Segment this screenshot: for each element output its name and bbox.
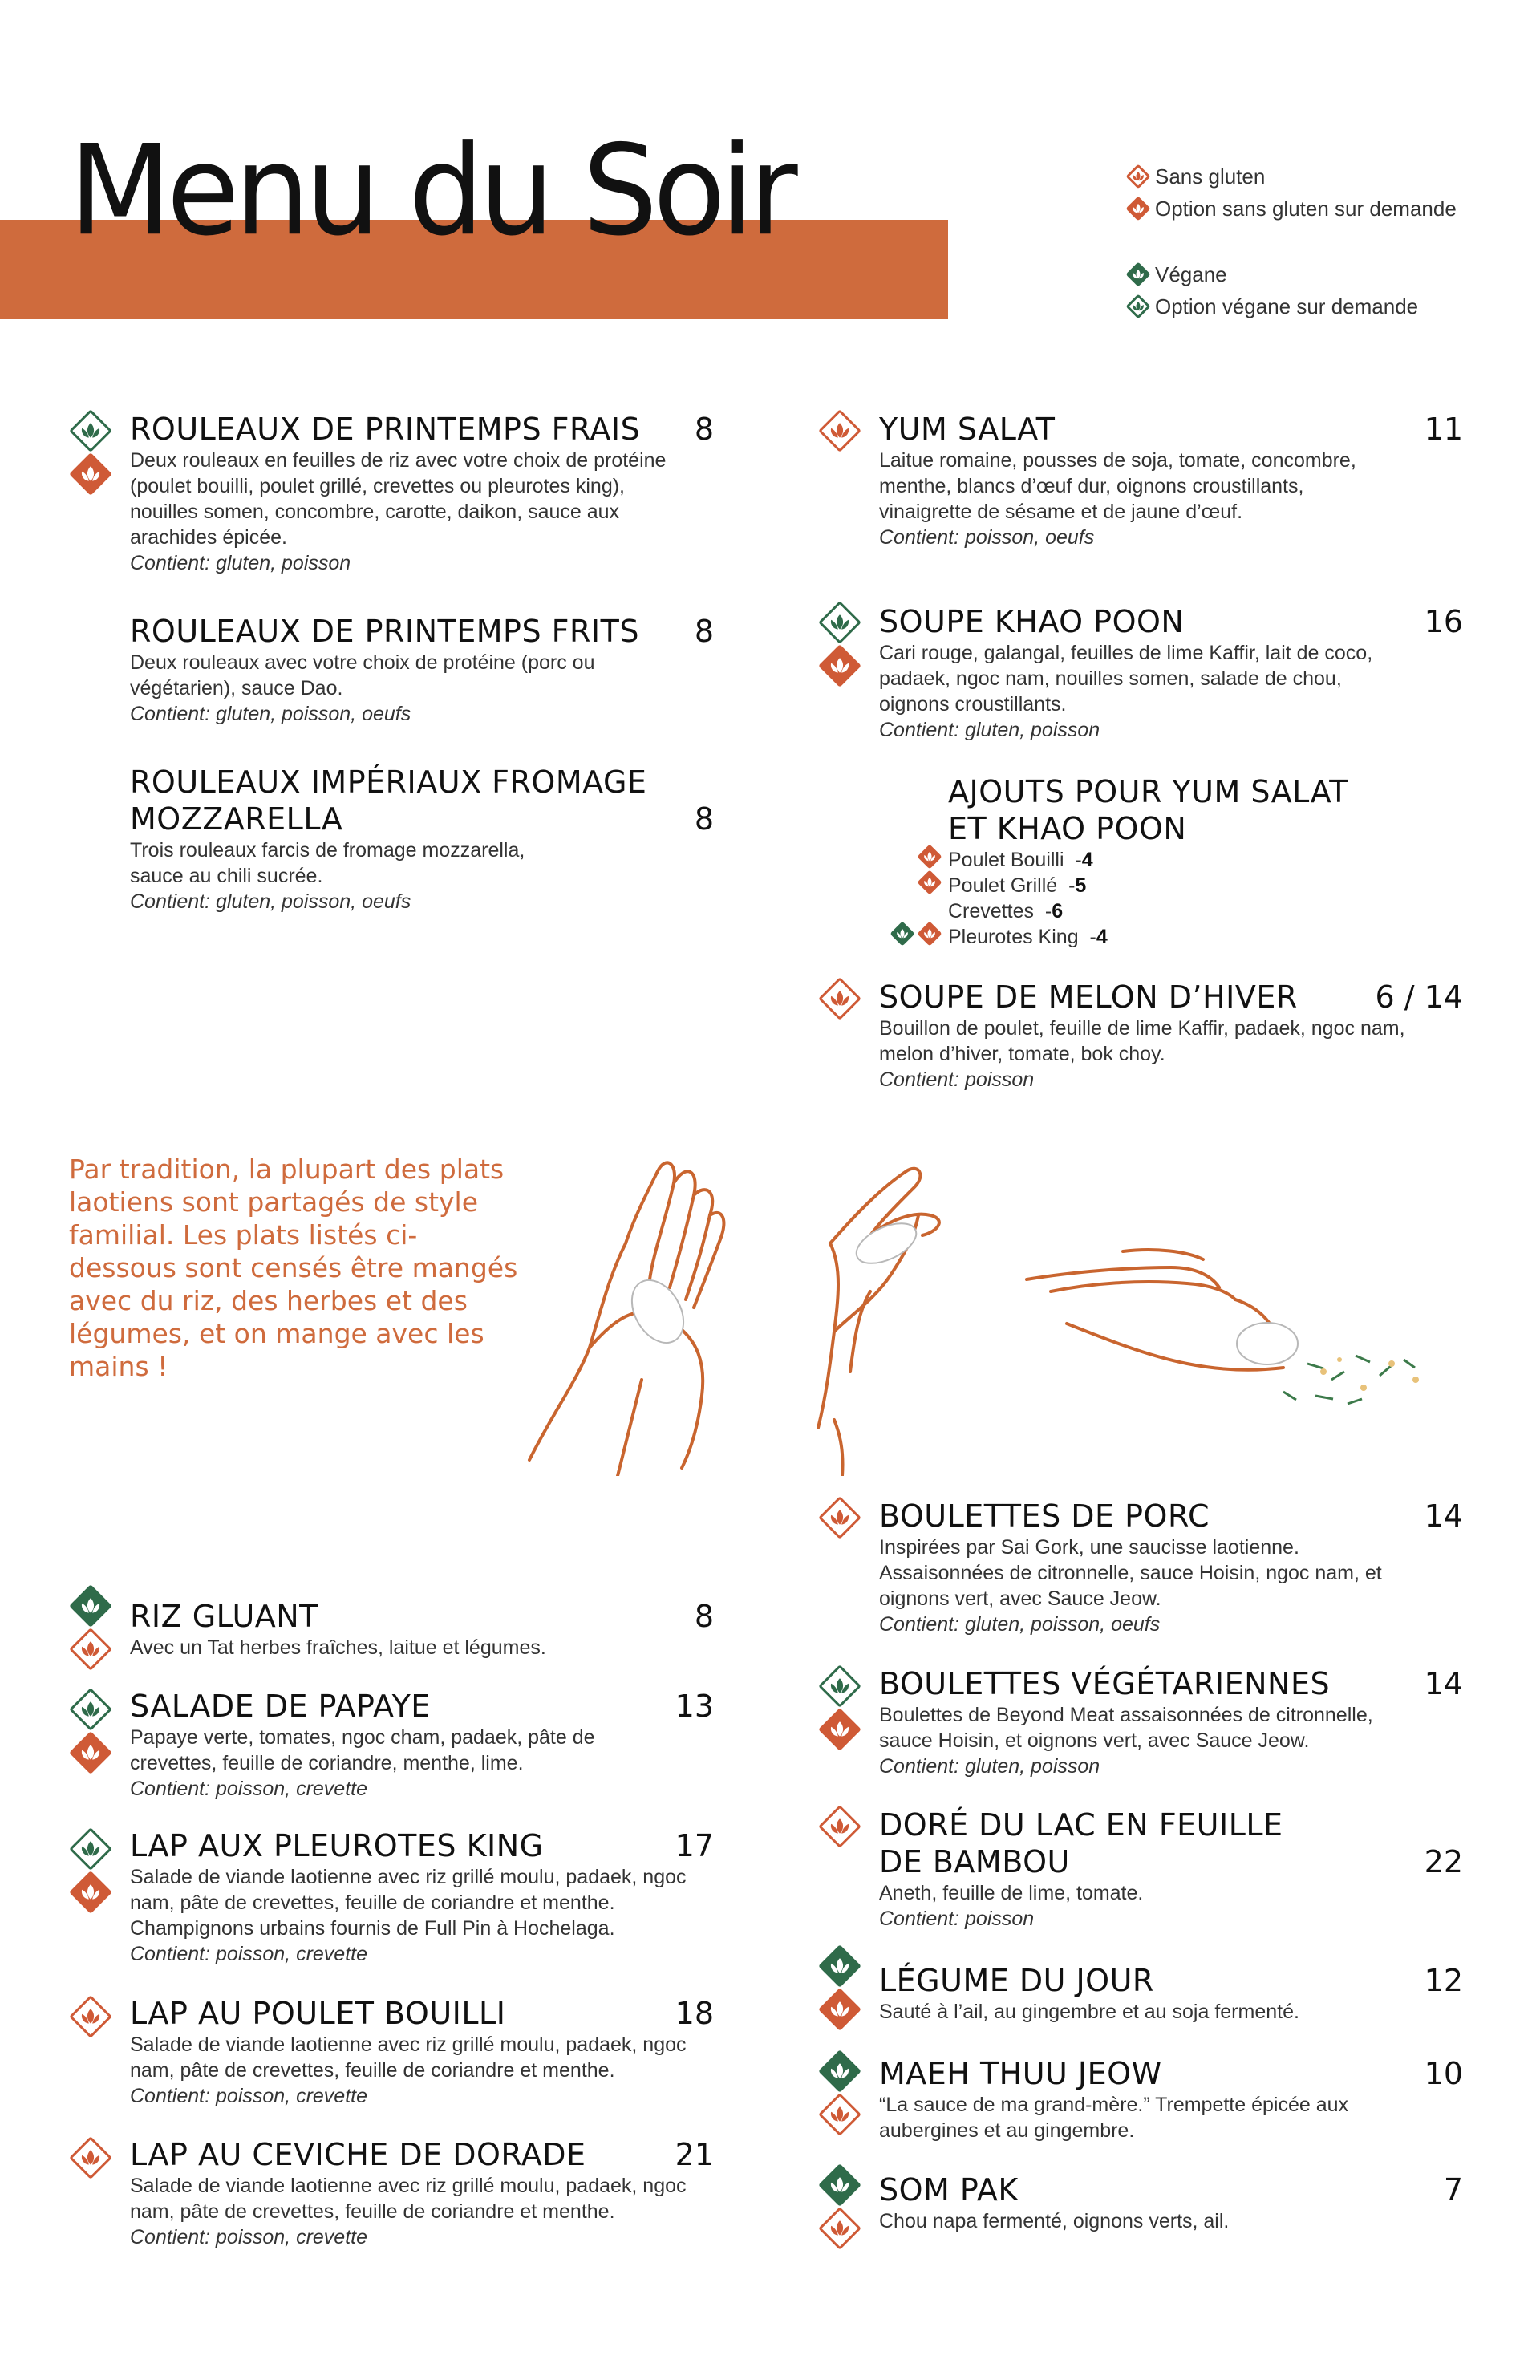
- addons-title: AJOUTS POUR YUM SALAT ET KHAO POON: [948, 774, 1348, 846]
- gluten-free-icon: [75, 2143, 106, 2173]
- menu-item: ROULEAUX IMPÉRIAUX FROMAGE MOZZARELLA 8 Trois rouleaux farcis de fromage mozzarella, sauce au chili sucrée. Contient: gluten, poisson, oeufs: [130, 764, 714, 913]
- gluten-free-option-icon: [921, 848, 938, 866]
- vegan-icon: [825, 2056, 855, 2086]
- gluten-free-option-icon: [75, 459, 106, 489]
- gluten-free-icon: [75, 2001, 106, 2032]
- vegan-option-icon: [75, 1694, 106, 1725]
- menu-item: SOUPE DE MELON D’HIVER 6 / 14 Bouillon de poulet, feuille de lime Kaffir, padaek, ngoc nam, melon d’hiver, tomate, bok choy. Contient: poisson: [879, 979, 1463, 1091]
- addon-item: Poulet Grillé - 5: [948, 874, 1087, 897]
- gluten-free-option-icon: [1129, 200, 1147, 217]
- menu-item: ROULEAUX DE PRINTEMPS FRITS 8 Deux rouleaux avec votre choix de protéine (porc ou végétarien), sauce Dao. Contient: gluten, poisson, oeufs: [130, 614, 714, 725]
- menu-item: SOM PAK 7 Chou napa fermenté, oignons verts, ail.: [879, 2172, 1463, 2232]
- page-title: Menu du Soir: [69, 118, 793, 263]
- gluten-free-option-icon: [825, 1994, 855, 2025]
- gluten-free-icon: [825, 2213, 855, 2244]
- vegan-icon: [1129, 266, 1147, 283]
- menu-item: SALADE DE PAPAYE 13 Papaye verte, tomates, ngoc cham, padaek, pâte de crevettes, feuille de coriandre, menthe, lime. Contient: poisson, crevette: [130, 1689, 714, 1800]
- gluten-free-icon: [75, 1634, 106, 1664]
- menu-item: SOUPE KHAO POON 16 Cari rouge, galangal, feuilles de lime Kaffir, lait de coco, padaek, ngoc nam, nouilles somen, salade de chou, oignons croustillants. Contient: gluten, poisson: [879, 604, 1463, 741]
- vegan-icon: [75, 1591, 106, 1621]
- menu-item: BOULETTES VÉGÉTARIENNES 14 Boulettes de Beyond Meat assaisonnées de citronnelle, sauce Hoisin, et oignons vert, avec Sauce Jeow. Contient: gluten, poisson: [879, 1666, 1463, 1778]
- addon-item: Pleurotes King - 4: [948, 926, 1108, 948]
- gluten-free-icon: [825, 1502, 855, 1533]
- menu-item: BOULETTES DE PORC 14 Inspirées par Sai Gork, une saucisse laotienne. Assaisonnées de citronnelle, sauce Hoisin, ngoc nam, et oignons vert, avec Sauce Jeow. Contient: gluten, poisson, oeufs: [879, 1498, 1463, 1636]
- gluten-free-option-icon: [75, 1877, 106, 1908]
- menu-item: YUM SALAT 11 Laitue romaine, pousses de soja, tomate, concombre, menthe, blancs d’œuf dur, oignons croustillants, vinaigrette de sésame et de jaune d’œuf. Contient: poisson, oeufs: [879, 412, 1463, 549]
- addon-item: Crevettes - 6: [948, 900, 1064, 922]
- gluten-free-option-icon: [75, 1737, 106, 1768]
- gluten-free-icon: [825, 1811, 855, 1842]
- menu-item: DORÉ DU LAC EN FEUILLE DE BAMBOU 22 Aneth, feuille de lime, tomate. Contient: poisson: [879, 1807, 1463, 1930]
- tradition-note: Par tradition, la plupart des plats laotiens sont partagés de style familial. Les plats listés ci-dessous sont censés être mangés avec du riz, des herbes et des légumes, et on mange avec les mains !: [69, 1154, 518, 1382]
- addon-item: Poulet Bouilli - 4: [948, 849, 1093, 871]
- addons-section: [948, 773, 1365, 950]
- vegan-option-icon: [825, 1671, 855, 1701]
- gluten-free-icon: [825, 2099, 855, 2130]
- gluten-free-icon: [825, 416, 855, 446]
- menu-item: LAP AU POULET BOUILLI 18 Salade de viande laotienne avec riz grillé moulu, padaek, ngoc nam, pâte de crevettes, feuille de coriandre et menthe. Contient: poisson, crevette: [130, 1996, 714, 2107]
- gluten-free-option-icon: [921, 874, 938, 891]
- menu-item: MAEH THUU JEOW 10 “La sauce de ma grand-mère.” Trempette épicée aux aubergines et au gingembre.: [879, 2056, 1463, 2142]
- legend-vegan: Végane: [1129, 258, 1457, 290]
- menu-item: LAP AUX PLEUROTES KING 17 Salade de viande laotienne avec riz grillé moulu, padaek, ngoc nam, pâte de crevettes, feuille de coriandre et menthe. Champignons urbains fournis de Full Pin à Hochelaga. Contient: poisson, crevette: [130, 1828, 714, 1965]
- legend-vegan-option: Option végane sur demande: [1129, 290, 1457, 322]
- vegan-option-icon: [825, 607, 855, 638]
- menu-item: LAP AU CEVICHE DE DORADE 21 Salade de viande laotienne avec riz grillé moulu, padaek, ngoc nam, pâte de crevettes, feuille de coriandre et menthe. Contient: poisson, crevette: [130, 2137, 714, 2248]
- legend: [1129, 160, 1457, 322]
- vegan-icon: [825, 1951, 855, 1981]
- vegan-icon: [825, 2170, 855, 2200]
- legend-gluten-free: Sans gluten: [1129, 160, 1457, 193]
- menu-item: ROULEAUX DE PRINTEMPS FRAIS 8 Deux rouleaux en feuilles de riz avec votre choix de protéine (poulet bouilli, poulet grillé, crevettes ou pleurotes king), nouilles somen, concombre, carotte, daikon, sauce aux arachides épicée. Contient: gluten, poisson: [130, 412, 714, 574]
- hands-illustration: [513, 1139, 1476, 1476]
- vegan-option-icon: [1129, 298, 1147, 315]
- gluten-free-option-icon: [921, 925, 938, 943]
- vegan-icon: [894, 925, 911, 943]
- gluten-free-icon: [1129, 168, 1147, 185]
- menu-item: RIZ GLUANT 8 Avec un Tat herbes fraîches, laitue et légumes.: [130, 1599, 714, 1659]
- menu-item: LÉGUME DU JOUR 12 Sauté à l’ail, au gingembre et au soja fermenté.: [879, 1963, 1463, 2023]
- gluten-free-option-icon: [825, 651, 855, 681]
- legend-gluten-free-option: Option sans gluten sur demande: [1129, 193, 1457, 225]
- gluten-free-icon: [825, 983, 855, 1014]
- gluten-free-option-icon: [825, 1714, 855, 1745]
- vegan-option-icon: [75, 416, 106, 446]
- vegan-option-icon: [75, 1834, 106, 1864]
